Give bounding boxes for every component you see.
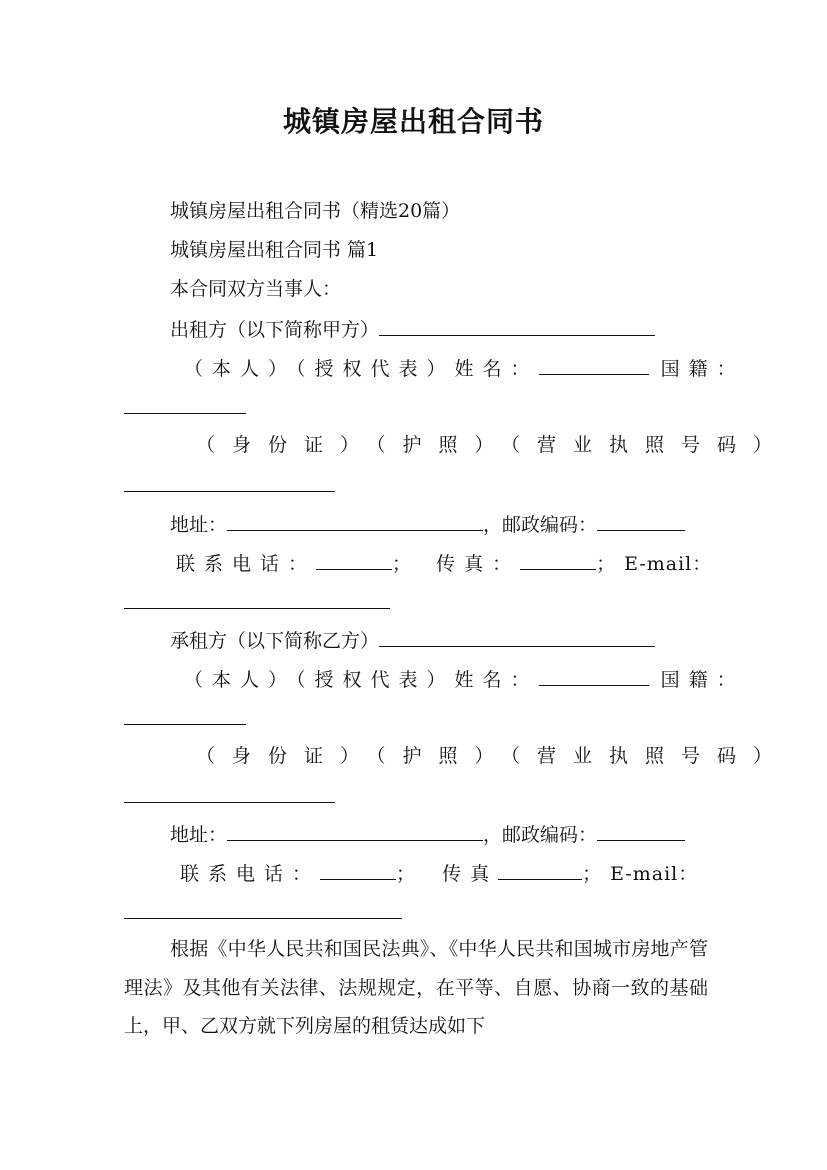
lessee-line (170, 626, 704, 654)
lessee-fax-blank[interactable] (498, 859, 582, 880)
lessee-sep2: ； (582, 863, 611, 885)
lessor-sep1: ； (392, 553, 421, 575)
lessee-address-label: 地址： (170, 824, 228, 846)
lessor-postcode-label: ，邮政编码： (483, 514, 598, 536)
lessor-postcode-blank[interactable] (597, 510, 685, 531)
lessor-label: 出租方（以下简称甲方） (170, 319, 380, 341)
chapter-heading: 城镇房屋出租合同书 篇1 (170, 239, 379, 261)
lessor-rep-name-blank[interactable] (539, 354, 649, 375)
lessor-rep-label: （本人）（授权代表）姓名： (184, 358, 539, 380)
lessor-email-blank[interactable] (124, 608, 390, 609)
lessor-line (170, 315, 704, 343)
lessor-address-line (170, 510, 704, 538)
lessee-rep-label: （本人）（授权代表）姓名： (184, 669, 539, 691)
lessor-id-blank[interactable] (124, 491, 335, 492)
document-title: 城镇房屋出租合同书 (282, 105, 544, 138)
lessee-email-label: E-mail： (610, 863, 699, 885)
lessee-postcode-label: ，邮政编码： (483, 824, 598, 846)
lessee-contact-line (180, 859, 706, 887)
lessee-postcode-blank[interactable] (597, 820, 685, 841)
body-paragraph: 根据《中华人民共和国民法典》、《中华人民共和国城市房地产管理法》及其他有关法律、法规规定，在平等、自愿、协商一致的基础上，甲、乙双方就下列房屋的租赁达成如下 (124, 938, 708, 1037)
parties-intro: 本合同双方当事人： (170, 278, 342, 300)
lessor-phone-label: 联系电话： (176, 553, 317, 575)
lessor-sep2: ； (596, 553, 625, 575)
lessee-rep-name-blank[interactable] (539, 665, 649, 686)
lessor-address-label: 地址： (170, 514, 228, 536)
lessee-label: 承租方（以下简称乙方） (170, 630, 380, 652)
lessor-name-blank[interactable] (379, 315, 655, 336)
lessee-fax-label: 传真 (442, 863, 499, 885)
lessor-nationality-label: 国籍： (660, 358, 745, 380)
lessee-address-blank[interactable] (227, 820, 483, 841)
lessee-nationality-blank[interactable] (124, 724, 246, 725)
lessee-nationality-label: 国籍： (660, 669, 745, 691)
lessor-fax-blank[interactable] (520, 549, 596, 570)
lessor-email-label: E-mail： (624, 553, 713, 575)
lessee-phone-blank[interactable] (320, 859, 396, 880)
lessor-address-blank[interactable] (227, 510, 483, 531)
lessee-phone-label: 联系电话： (180, 863, 321, 885)
lessee-rep-line (184, 665, 745, 693)
lessee-sep1: ； (396, 863, 425, 885)
lessor-nationality-blank[interactable] (124, 413, 246, 414)
lessor-contact-line (176, 549, 713, 577)
subtitle: 城镇房屋出租合同书（精选20篇） (170, 200, 461, 222)
lessor-rep-line (184, 354, 745, 382)
lessor-phone-blank[interactable] (316, 549, 392, 570)
lessee-address-line (170, 820, 704, 848)
lessee-id-blank[interactable] (124, 802, 335, 803)
lessee-id-label: （身份证）（护照）（营业执照号码） (196, 745, 790, 767)
lessee-name-blank[interactable] (379, 626, 655, 647)
lessor-fax-label: 传真： (436, 553, 521, 575)
lessor-id-label: （身份证）（护照）（营业执照号码） (196, 434, 790, 456)
lessee-email-blank[interactable] (124, 918, 402, 919)
